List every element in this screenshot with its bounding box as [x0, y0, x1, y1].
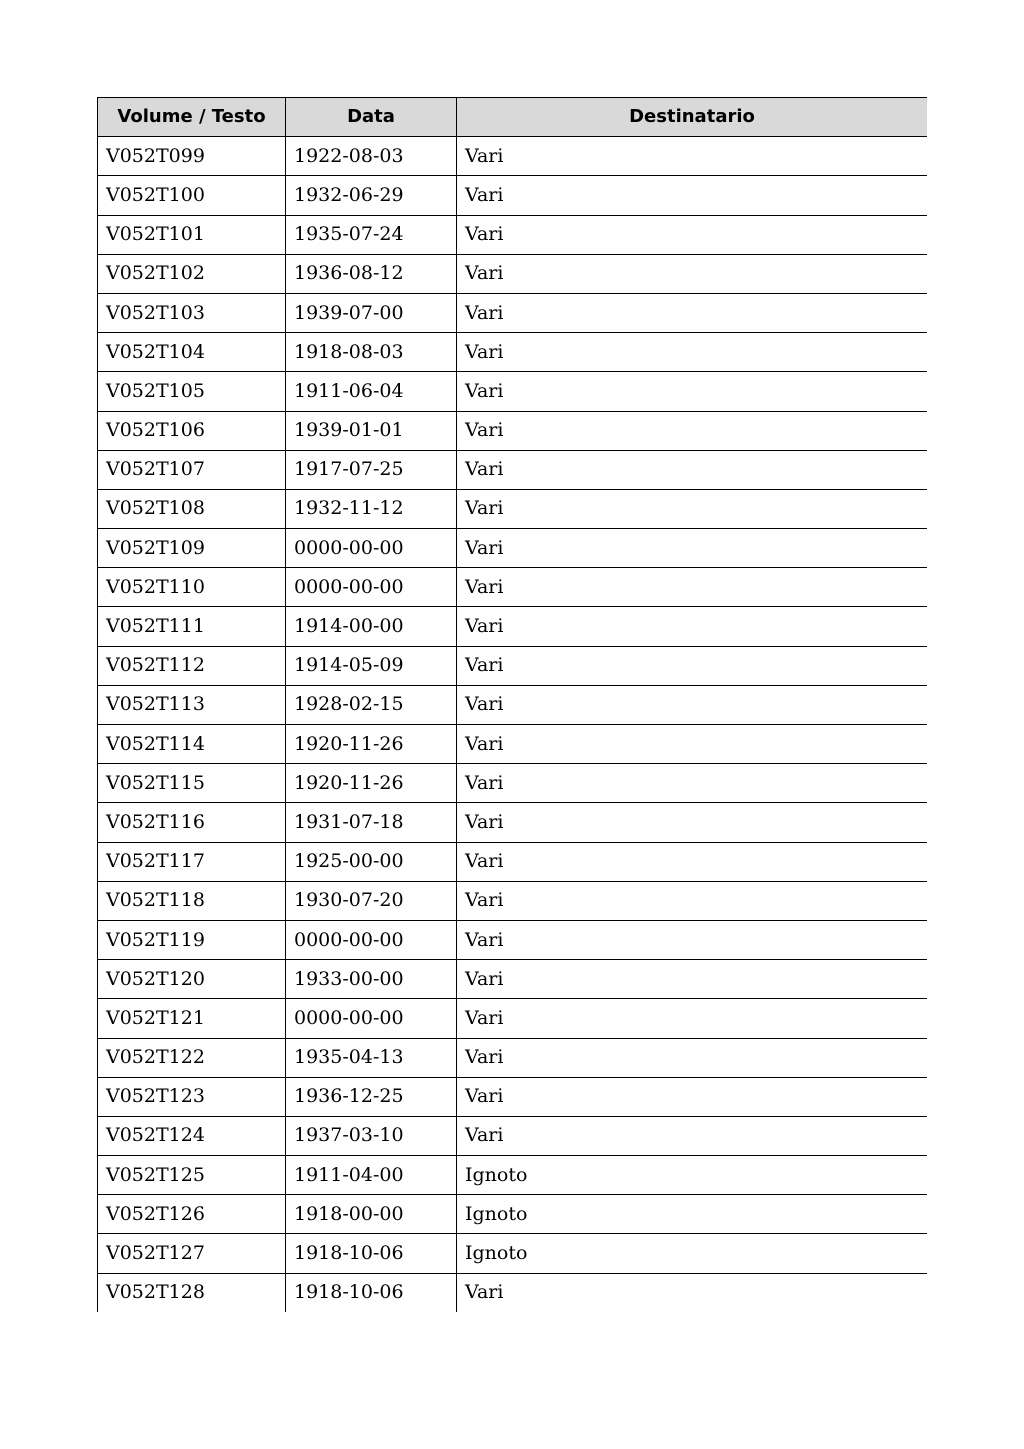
letters-table — [97, 97, 927, 1312]
data-cell: 1914-05-09 — [286, 646, 457, 685]
volume-testo-cell: V052T121 — [98, 999, 286, 1038]
table-row — [98, 568, 928, 607]
destinatario-cell: Vari — [457, 685, 928, 724]
data-cell: 1935-07-24 — [286, 215, 457, 254]
destinatario-cell: Ignoto — [457, 1234, 928, 1273]
data-cell: 1928-02-15 — [286, 685, 457, 724]
destinatario-cell: Vari — [457, 529, 928, 568]
volume-testo-cell: V052T125 — [98, 1156, 286, 1195]
table-row — [98, 333, 928, 372]
destinatario-cell: Vari — [457, 607, 928, 646]
data-cell: 1935-04-13 — [286, 1038, 457, 1077]
destinatario-cell: Vari — [457, 176, 928, 215]
table-row — [98, 450, 928, 489]
table-row — [98, 1116, 928, 1155]
header-destinatario: Destinatario — [457, 98, 928, 137]
volume-testo-cell: V052T099 — [98, 137, 286, 176]
volume-testo-cell: V052T117 — [98, 842, 286, 881]
destinatario-cell: Vari — [457, 1273, 928, 1312]
destinatario-cell: Vari — [457, 333, 928, 372]
data-cell: 1922-08-03 — [286, 137, 457, 176]
data-cell: 1920-11-26 — [286, 764, 457, 803]
data-cell: 0000-00-00 — [286, 920, 457, 959]
volume-testo-cell: V052T116 — [98, 803, 286, 842]
table-row — [98, 529, 928, 568]
destinatario-cell: Vari — [457, 411, 928, 450]
data-cell: 1937-03-10 — [286, 1116, 457, 1155]
table-body — [98, 137, 928, 1312]
data-cell: 1939-07-00 — [286, 293, 457, 332]
volume-testo-cell: V052T104 — [98, 333, 286, 372]
destinatario-cell: Vari — [457, 568, 928, 607]
table-row — [98, 1038, 928, 1077]
data-cell: 1936-12-25 — [286, 1077, 457, 1116]
data-cell: 1911-04-00 — [286, 1156, 457, 1195]
letters-table-container — [97, 97, 927, 1312]
destinatario-cell: Vari — [457, 1038, 928, 1077]
table-row — [98, 215, 928, 254]
volume-testo-cell: V052T115 — [98, 764, 286, 803]
data-cell: 1932-11-12 — [286, 489, 457, 528]
table-row — [98, 685, 928, 724]
destinatario-cell: Vari — [457, 372, 928, 411]
destinatario-cell: Vari — [457, 999, 928, 1038]
table-header-row — [98, 98, 928, 137]
table-row — [98, 489, 928, 528]
data-cell: 1920-11-26 — [286, 725, 457, 764]
destinatario-cell: Ignoto — [457, 1195, 928, 1234]
table-row — [98, 803, 928, 842]
data-cell: 1930-07-20 — [286, 881, 457, 920]
table-row — [98, 842, 928, 881]
data-cell: 1931-07-18 — [286, 803, 457, 842]
volume-testo-cell: V052T123 — [98, 1077, 286, 1116]
table-row — [98, 1234, 928, 1273]
table-row — [98, 1156, 928, 1195]
volume-testo-cell: V052T114 — [98, 725, 286, 764]
destinatario-cell: Vari — [457, 803, 928, 842]
table-row — [98, 293, 928, 332]
table-row — [98, 411, 928, 450]
volume-testo-cell: V052T126 — [98, 1195, 286, 1234]
volume-testo-cell: V052T128 — [98, 1273, 286, 1312]
table-row — [98, 764, 928, 803]
destinatario-cell: Vari — [457, 489, 928, 528]
data-cell: 1914-00-00 — [286, 607, 457, 646]
header-volume-testo: Volume / Testo — [98, 98, 286, 137]
destinatario-cell: Vari — [457, 960, 928, 999]
data-cell: 1918-10-06 — [286, 1273, 457, 1312]
volume-testo-cell: V052T102 — [98, 254, 286, 293]
table-row — [98, 1273, 928, 1312]
destinatario-cell: Vari — [457, 137, 928, 176]
data-cell: 1925-00-00 — [286, 842, 457, 881]
volume-testo-cell: V052T106 — [98, 411, 286, 450]
volume-testo-cell: V052T109 — [98, 529, 286, 568]
volume-testo-cell: V052T120 — [98, 960, 286, 999]
data-cell: 1917-07-25 — [286, 450, 457, 489]
table-row — [98, 176, 928, 215]
destinatario-cell: Vari — [457, 1077, 928, 1116]
volume-testo-cell: V052T118 — [98, 881, 286, 920]
volume-testo-cell: V052T113 — [98, 685, 286, 724]
volume-testo-cell: V052T100 — [98, 176, 286, 215]
volume-testo-cell: V052T112 — [98, 646, 286, 685]
table-row — [98, 137, 928, 176]
data-cell: 1918-00-00 — [286, 1195, 457, 1234]
destinatario-cell: Vari — [457, 1116, 928, 1155]
volume-testo-cell: V052T122 — [98, 1038, 286, 1077]
data-cell: 0000-00-00 — [286, 529, 457, 568]
volume-testo-cell: V052T111 — [98, 607, 286, 646]
destinatario-cell: Vari — [457, 646, 928, 685]
volume-testo-cell: V052T101 — [98, 215, 286, 254]
table-row — [98, 254, 928, 293]
destinatario-cell: Ignoto — [457, 1156, 928, 1195]
volume-testo-cell: V052T124 — [98, 1116, 286, 1155]
table-row — [98, 999, 928, 1038]
destinatario-cell: Vari — [457, 725, 928, 764]
data-cell: 1911-06-04 — [286, 372, 457, 411]
volume-testo-cell: V052T107 — [98, 450, 286, 489]
volume-testo-cell: V052T119 — [98, 920, 286, 959]
destinatario-cell: Vari — [457, 764, 928, 803]
data-cell: 1933-00-00 — [286, 960, 457, 999]
data-cell: 1918-08-03 — [286, 333, 457, 372]
destinatario-cell: Vari — [457, 842, 928, 881]
table-row — [98, 372, 928, 411]
volume-testo-cell: V052T108 — [98, 489, 286, 528]
data-cell: 1936-08-12 — [286, 254, 457, 293]
destinatario-cell: Vari — [457, 920, 928, 959]
table-row — [98, 646, 928, 685]
volume-testo-cell: V052T103 — [98, 293, 286, 332]
destinatario-cell: Vari — [457, 254, 928, 293]
table-row — [98, 920, 928, 959]
table-row — [98, 960, 928, 999]
volume-testo-cell: V052T110 — [98, 568, 286, 607]
header-data: Data — [286, 98, 457, 137]
table-row — [98, 1077, 928, 1116]
destinatario-cell: Vari — [457, 293, 928, 332]
volume-testo-cell: V052T127 — [98, 1234, 286, 1273]
table-row — [98, 881, 928, 920]
table-row — [98, 1195, 928, 1234]
data-cell: 0000-00-00 — [286, 568, 457, 607]
table-row — [98, 725, 928, 764]
destinatario-cell: Vari — [457, 881, 928, 920]
data-cell: 1918-10-06 — [286, 1234, 457, 1273]
data-cell: 1932-06-29 — [286, 176, 457, 215]
data-cell: 0000-00-00 — [286, 999, 457, 1038]
volume-testo-cell: V052T105 — [98, 372, 286, 411]
destinatario-cell: Vari — [457, 215, 928, 254]
data-cell: 1939-01-01 — [286, 411, 457, 450]
table-row — [98, 607, 928, 646]
destinatario-cell: Vari — [457, 450, 928, 489]
